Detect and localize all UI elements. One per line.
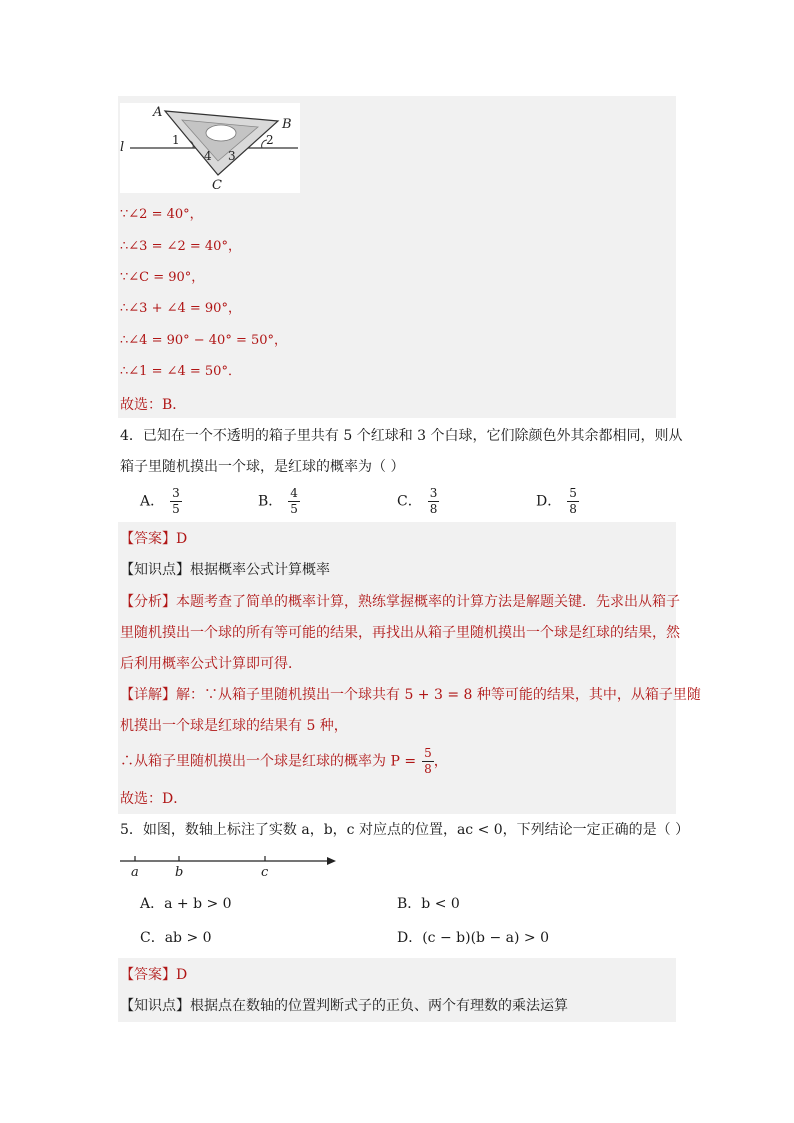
q3-step-5: ∴∠4 = 90° − 40° = 50°， — [120, 333, 288, 348]
label-2: 2 — [266, 133, 274, 147]
label-1: 1 — [172, 133, 180, 147]
label-A: A — [153, 105, 163, 120]
q4-option-d: D． $\frac{5}{8}$ — [536, 486, 577, 516]
q4-analysis-line-1: 【分析】本题考查了简单的概率计算，熟练掌握概率的计算方法是解题关键．先求出从箱子 — [120, 594, 680, 610]
number-line-figure — [118, 850, 340, 880]
q5-option-c: C．ab > 0 — [140, 930, 212, 946]
q4-analysis-line-3: 后利用概率公式计算即可得． — [120, 656, 302, 672]
q4-stem-line-2: 箱子里随机摸出一个球，是红球的概率为（ ） — [120, 459, 405, 475]
q5-option-d: D．(c − b)(b − a) > 0 — [397, 930, 549, 946]
q5-stem: 5．如图，数轴上标注了实数 a，b，c 对应点的位置，ac < 0，下列结论一定正确的是（ ） — [120, 822, 690, 838]
q4-option-b: B． $\frac{4}{5}$ — [258, 486, 298, 516]
axis-label-b: b — [175, 865, 184, 880]
q4-answer: 【答案】D — [120, 531, 188, 547]
label-4: 4 — [204, 149, 212, 163]
axis-label-a: a — [131, 865, 139, 880]
axis-label-c: c — [261, 865, 269, 880]
label-C: C — [212, 178, 222, 193]
q4-stem-line-1: 4．已知在一个不透明的箱子里共有 5 个红球和 3 个白球，它们除颜色外其余都相同，则从 — [120, 428, 683, 444]
q5-option-b: B．b < 0 — [397, 896, 460, 912]
q5-knowledge: 【知识点】根据点在数轴的位置判断式子的正负、两个有理数的乘法运算 — [120, 998, 568, 1014]
label-B: B — [282, 117, 292, 132]
q4-option-c: C． $\frac{3}{8}$ — [397, 486, 438, 516]
q3-step-2: ∴∠3 = ∠2 = 40°， — [120, 239, 241, 254]
q3-step-1: ∵∠2 = 40°， — [120, 207, 203, 222]
q3-step-3: ∵∠C = 90°， — [120, 270, 205, 285]
label-3: 3 — [228, 149, 236, 163]
q4-detail-line-2: 机摸出一个球是红球的结果有 5 种， — [120, 718, 348, 734]
q4-knowledge: 【知识点】根据概率公式计算概率 — [120, 562, 330, 578]
q4-detail-line-1: 【详解】解：∵从箱子里随机摸出一个球共有 5 + 3 = 8 种等可能的结果，其中，从箱子里随 — [120, 687, 701, 703]
q3-step-6: ∴∠1 = ∠4 = 50°． — [120, 364, 241, 379]
q5-option-a: A．a + b > 0 — [140, 896, 232, 912]
q4-option-a: A． $\frac{3}{5}$ — [140, 486, 180, 516]
q3-step-4: ∴∠3 + ∠4 = 90°， — [120, 301, 241, 316]
q4-detail-line-3: ∴从箱子里随机摸出一个球是红球的概率为 P = $\frac{5}{8}$ ， — [120, 746, 448, 776]
q4-analysis-line-2: 里随机摸出一个球的所有等可能的结果，再找出从箱子里随机摸出一个球是红球的结果，然 — [120, 625, 680, 641]
triangle-figure — [120, 103, 300, 193]
q3-choice: 故选：B． — [120, 397, 187, 413]
q4-choice: 故选：D． — [120, 791, 188, 807]
q5-answer: 【答案】D — [120, 967, 188, 983]
label-l: l — [120, 140, 125, 155]
